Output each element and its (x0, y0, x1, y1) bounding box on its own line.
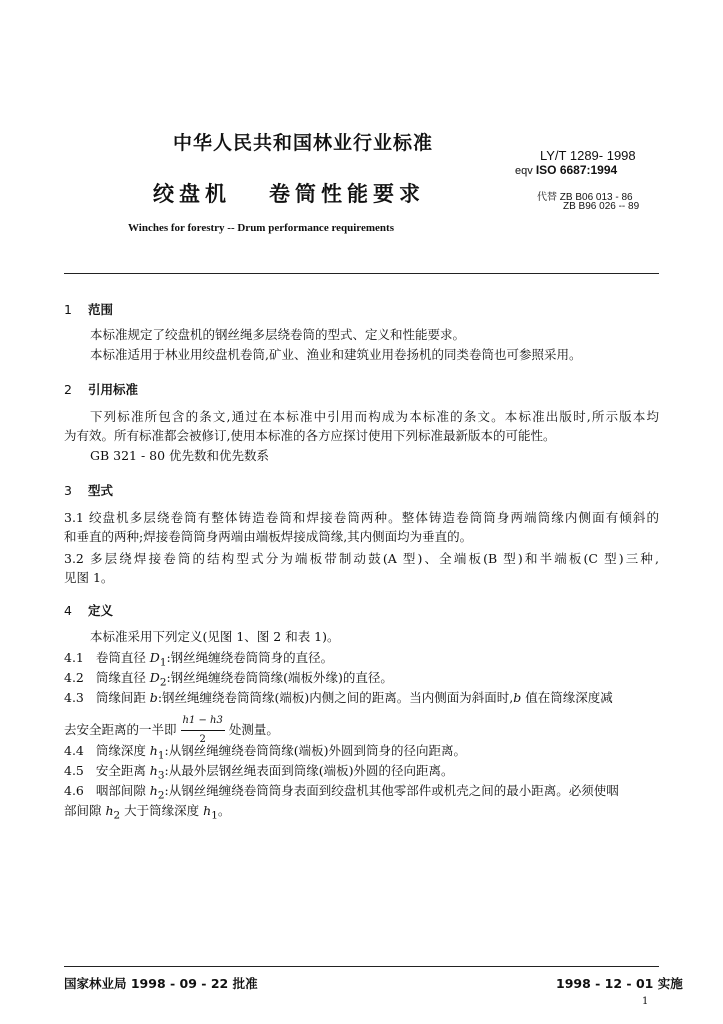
effective-date: 1998 - 12 - 01 实施 (556, 976, 683, 991)
term: 安全距离 (95, 763, 150, 778)
term: 卷筒直径 (95, 650, 150, 665)
definition-text: 部间隙 (64, 803, 106, 818)
symbol-subscript: 1 (159, 656, 167, 669)
symbol: D (149, 670, 160, 685)
clause-number: 4.3 (64, 690, 84, 705)
section-1-para-1: 本标准规定了绞盘机的钢丝绳多层绕卷筒的型式、定义和性能要求。 (90, 327, 466, 342)
title-part-1: 绞盘机 (153, 182, 231, 206)
clause-3-2-line-1: 3.2 多层绕焊接卷筒的结构型式分为端板带制动鼓(A 型)、全端板(B 型)和半端板(C 型)三种, (64, 551, 659, 566)
clause-3-1-line-2: 和垂直的两种;焊接卷筒筒身两端由端板焊接成筒缘,其内侧面均为垂直的。 (64, 529, 473, 544)
section-number: 2 (64, 382, 72, 397)
document-title-cn (153, 178, 425, 208)
symbol-subscript: 1 (157, 749, 165, 762)
definition-text: :钢丝绳缠绕卷筒筒身的直径。 (166, 650, 334, 665)
clause-3-1-line-1: 3.1 绞盘机多层绕卷筒有整体铸造卷筒和焊接卷筒两种。整体铸造卷筒筒身两端筒缘内侧面有倾斜的 (64, 510, 659, 525)
section-4-heading (64, 601, 113, 619)
section-2-para-line-2: 为有效。所有标准都会被修订,使用本标准的各方应探讨使用下列标准最新版本的可能性。 (64, 428, 556, 443)
clause-number: 4.1 (64, 650, 84, 665)
document-title-en: Winches for forestry -- Drum performance requirements (128, 222, 394, 234)
symbol-subscript: 2 (157, 789, 165, 802)
section-number: 1 (64, 302, 72, 317)
symbol-subscript: 2 (159, 676, 167, 689)
section-2-para-line-1: 下列标准所包含的条文,通过在本标准中引用而构成为本标准的条文。本标准出版时,所示版本均 (90, 409, 659, 424)
symbol: b (149, 690, 158, 705)
definition-text: :从钢丝绳缠绕卷筒筒缘(端板)外圆到筒身的径向距离。 (164, 743, 466, 758)
section-1-para-2: 本标准适用于林业用绞盘机卷筒,矿业、渔业和建筑业用卷扬机的同类卷筒也可参照采用。 (90, 347, 582, 362)
symbol-subscript: 2 (113, 809, 121, 822)
definition-text: :钢丝绳缠绕卷筒筒缘(端板)内侧之间的距离。当内侧面为斜面时, (157, 690, 514, 705)
footer-divider (64, 966, 659, 967)
definition-text: 。 (217, 803, 231, 818)
clause-number: 4.2 (64, 670, 84, 685)
term: 咽部间隙 (95, 783, 150, 798)
standard-code: LY/T 1289- 1998 (540, 148, 636, 163)
section-3-heading (64, 481, 113, 499)
symbol: D (149, 650, 160, 665)
clause-number: 4.6 (64, 783, 84, 798)
term: 筒缘间距 (95, 690, 150, 705)
definitions-intro: 本标准采用下列定义(见图 1、图 2 和表 1)。 (90, 629, 340, 644)
definition-text: :钢丝绳缠绕卷筒筒缘(端板外缘)的直径。 (166, 670, 393, 685)
eqv-iso: ISO 6687:1994 (535, 163, 618, 177)
section-title: 定义 (88, 603, 114, 618)
section-1-heading (64, 300, 113, 318)
definition-text: 大于筒缘深度 (120, 803, 204, 818)
fraction-numerator: h1 − h3 (181, 712, 225, 731)
definition-text: :从钢丝绳缠绕卷筒筒身表面到绞盘机其他零部件或机壳之间的最小距离。必须使咽 (164, 783, 619, 798)
approval-date: 国家林业局 1998 - 09 - 22 批准 (64, 976, 258, 991)
clause-3-2-line-2: 见图 1。 (64, 570, 114, 585)
equivalent-standard (515, 163, 617, 177)
definition-4-6-line-2 (64, 802, 230, 825)
definition-text: 去安全距离的一半即 (64, 722, 177, 737)
clause-number: 4.4 (64, 743, 84, 758)
standard-organization: 中华人民共和国林业行业标准 (173, 132, 434, 154)
section-2-heading (64, 380, 138, 398)
section-title: 型式 (88, 483, 114, 498)
symbol: h (203, 803, 212, 818)
title-part-2: 卷筒性能要求 (269, 182, 425, 206)
definition-text: 处测量。 (228, 722, 279, 737)
section-number: 4 (64, 603, 72, 618)
symbol: h (149, 743, 158, 758)
page-number: 1 (642, 996, 649, 1007)
clause-number: 4.5 (64, 763, 84, 778)
definition-text: :从最外层钢丝绳表面到筒缘(端板)外圆的径向距离。 (164, 763, 454, 778)
term: 筒缘直径 (95, 670, 150, 685)
symbol-subscript: 3 (157, 769, 165, 782)
section-number: 3 (64, 483, 72, 498)
section-title: 范围 (88, 302, 114, 317)
header-divider (64, 273, 659, 274)
eqv-prefix: eqv (515, 165, 533, 177)
replaces-line-1: 代替 ZB B06 013 - 86 (537, 192, 633, 203)
replaces-line-2: ZB B96 026 -- 89 (563, 201, 640, 212)
symbol: b (513, 690, 522, 705)
symbol: h (105, 803, 114, 818)
term: 筒缘深度 (95, 743, 150, 758)
definition-4-3-line-1 (64, 689, 613, 707)
definition-text: 值在筒缘深度减 (521, 690, 613, 705)
section-title: 引用标准 (88, 382, 139, 397)
symbol-subscript: 1 (211, 809, 218, 822)
symbol: h (149, 763, 158, 778)
normative-reference: GB 321 - 80 优先数和优先数系 (90, 448, 270, 463)
fraction-denominator: 2 (199, 734, 206, 745)
symbol: h (149, 783, 158, 798)
